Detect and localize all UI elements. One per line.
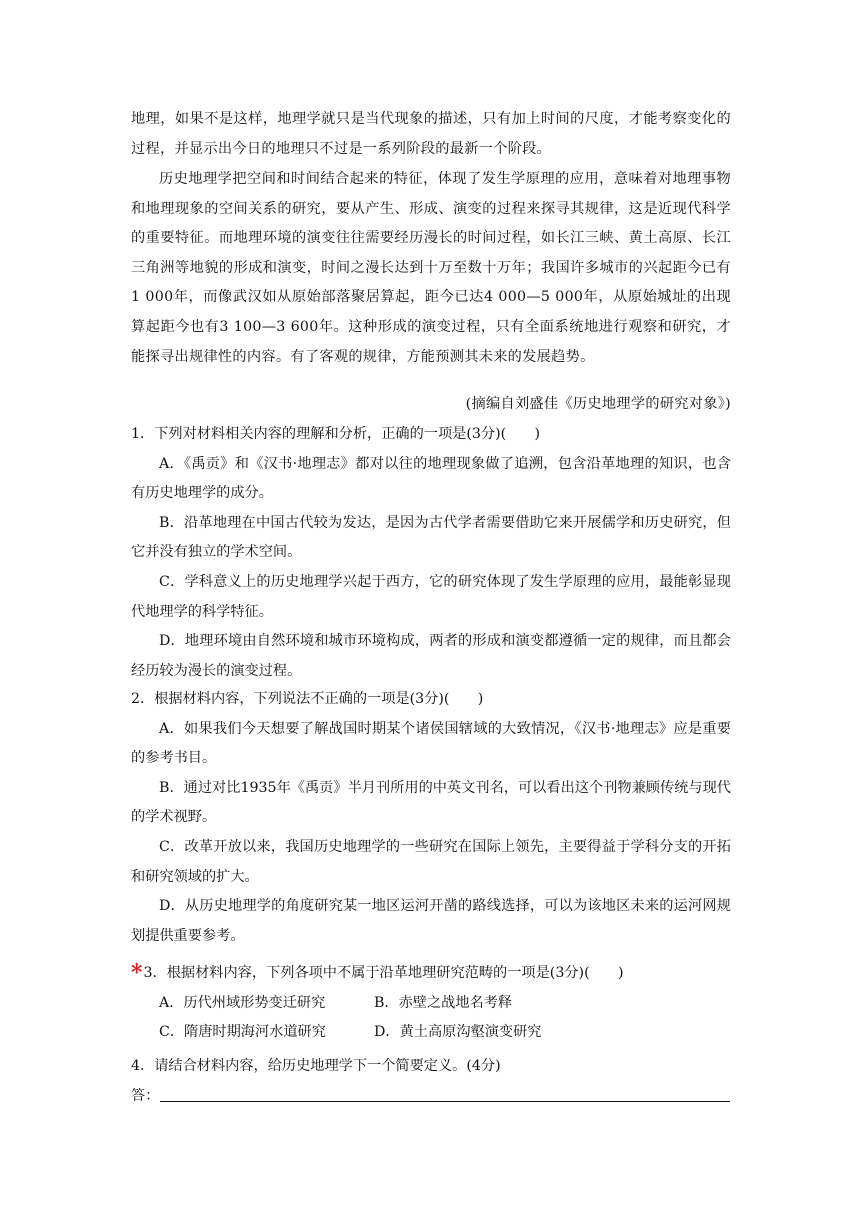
option-row-2 [131,1018,731,1048]
question-stem: 3．根据材料内容，下列各项中不属于沿革地理研究范畴的一项是(3分)( ) [143,965,624,981]
option-d[interactable]: D．地理环境由自然环境和城市环境构成，两者的形成和演变都遵循一定的规律，而且都会经历较为漫长的演变过程。 [131,633,731,679]
question-1 [131,420,731,686]
answer-line[interactable] [160,1101,730,1102]
source-citation: (摘编自刘盛佳《历史地理学的研究对象》) [465,396,731,412]
answer-label: 答： [131,1087,160,1104]
passage-source [131,390,731,420]
option-c[interactable]: C．学科意义上的历史地理学兴起于西方，它的研究体现了发生学原理的应用，最能彰显现代地理学的科学特征。 [131,573,731,620]
question-stem: 4．请结合材料内容，给历史地理学下一个简要定义。(4分) [131,1058,501,1074]
question-3 [131,956,731,1048]
option-b[interactable]: B．沿革地理在中国古代较为发达，是因为古代学者需要借助它来开展儒学和历史研究，但它并没有独立的学术空间。 [131,514,731,561]
option-b[interactable]: B．通过对比1935年《禹贡》半月刊所用的中英文刊名，可以看出这个刊物兼顾传统与现代的学术视野。 [131,779,731,826]
passage-paragraph-2 [131,165,731,372]
option-row-1 [131,989,731,1019]
question-stem: 1．下列对材料相关内容的理解和分析，正确的一项是(3分)( ) [131,426,541,442]
question-2 [131,685,731,951]
option-d[interactable]: D．从历史地理学的角度研究某一地区运河开凿的路线选择，可以为该地区未来的运河网规划提供重要参考。 [131,898,731,944]
option-a[interactable]: A．历代州域形势变迁研究 [159,994,326,1011]
question-stem-row [131,956,731,989]
question-stem: 2．根据材料内容，下列说法不正确的一项是(3分)( ) [131,691,484,707]
option-a[interactable]: A．如果我们今天想要了解战国时期某个诸侯国辖域的大致情况，《汉书·地理志》应是重要的参考书目。 [131,720,731,767]
option-c[interactable]: C．隋唐时期海河水道研究 [159,1024,326,1041]
option-b[interactable]: B．赤壁之战地名考释 [374,994,513,1011]
star-mark-icon: * [131,960,143,986]
paragraph-text: 历史地理学把空间和时间结合起来的特征，体现了发生学原理的应用，意味着对地理事物和地理现象的空间关系的研究，要从产生、形成、演变的过程来探寻其规律，这是近现代科学的重要特征。而地理环境的演变往往需要经历漫长的时间过程，如长江三峡、黄土高原、长江三角洲等地貌的形成和演变，时间之漫长达到十万至数十万年；我国许多城市的兴起距今已有1 000年，而像武汉如从原始部落聚居算起，距今已达4 000—5 000年，从原始城址的出现算起距今也有3 100—3 600年。这种形成的演变过程，只有全面系统地进行观察和研究，才能探寻出规律性的内容。有了客观的规律，方能预测其未来的发展趋势。 [131,171,731,365]
passage-continued-paragraph [131,105,731,164]
option-a[interactable]: A．《禹贡》和《汉书·地理志》都对以往的地理现象做了追溯，包含沿革地理的知识，也含有历史地理学的成分。 [131,455,731,502]
paragraph-text: 地理，如果不是这样，地理学就只是当代现象的描述，只有加上时间的尺度，才能考察变化的过程，并显示出今日的地理只不过是一系列阶段的最新一个阶段。 [131,111,731,157]
option-d[interactable]: D．黄土高原沟壑演变研究 [374,1024,542,1041]
option-c[interactable]: C．改革开放以来，我国历史地理学的一些研究在国际上领先，主要得益于学科分支的开拓和研究领域的扩大。 [131,838,731,885]
question-4 [131,1052,731,1111]
